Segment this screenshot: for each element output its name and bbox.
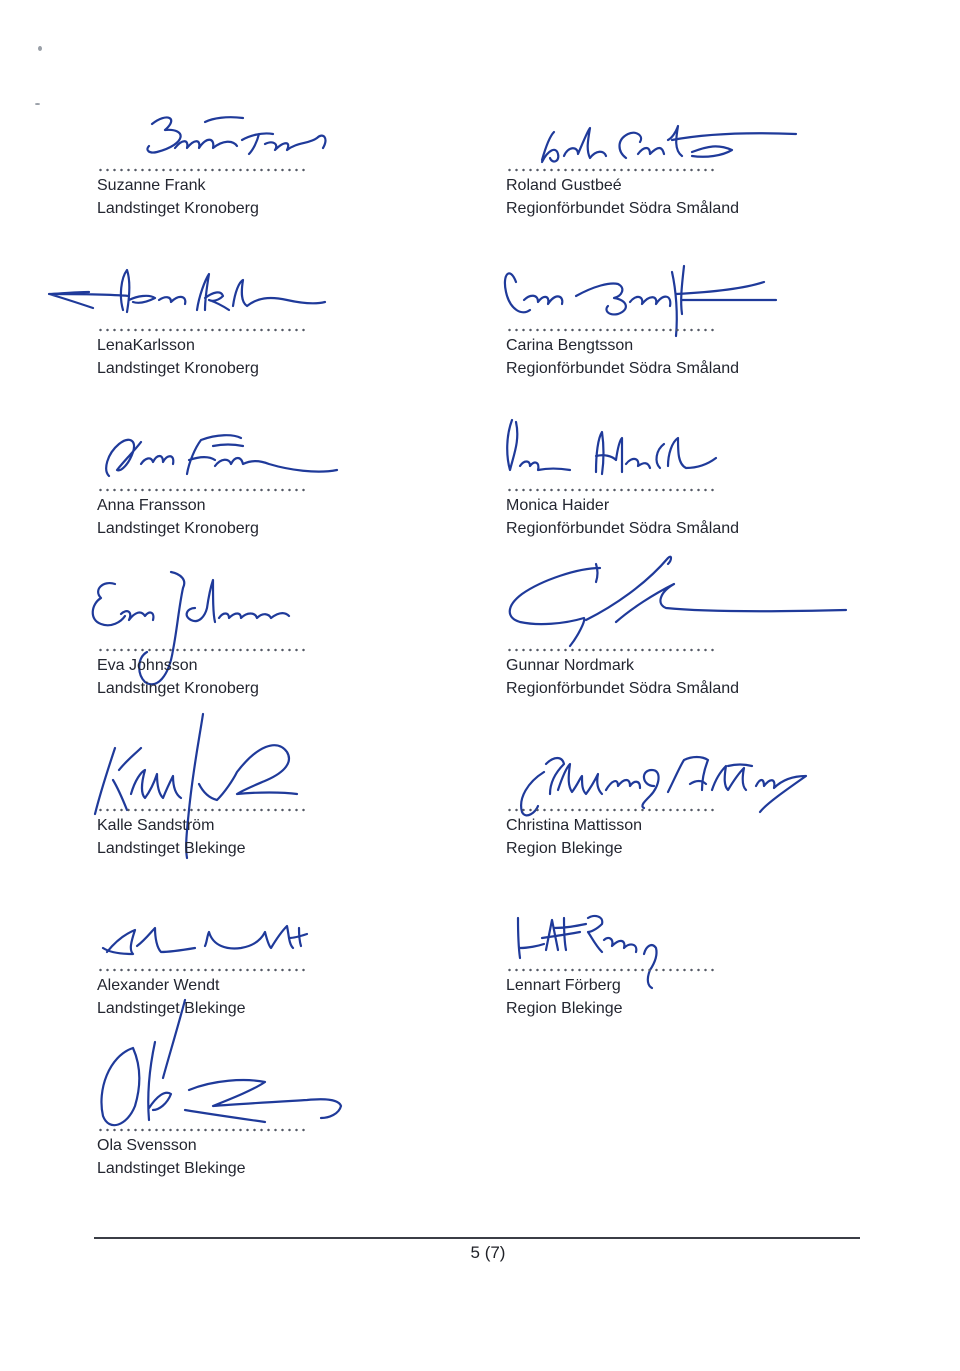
signature-line	[97, 968, 309, 972]
signature-block	[97, 110, 457, 260]
signature-line	[506, 648, 718, 652]
signature-line	[97, 648, 309, 652]
signatory-name: Eva Johnsson	[97, 657, 198, 674]
signatory-name: Roland Gustbeé	[506, 177, 622, 194]
signatory-organization: Regionförbundet Södra Småland	[506, 200, 740, 217]
signature-block	[506, 590, 866, 740]
footer-rule	[94, 1237, 860, 1239]
signature-line	[506, 168, 718, 172]
signatory-name: Suzanne Frank	[97, 177, 206, 194]
signature-line	[506, 808, 718, 812]
signature-block	[506, 750, 866, 900]
signatory-name: LenaKarlsson	[97, 337, 195, 354]
signatory-name: Anna Fransson	[97, 497, 206, 514]
signature-line	[97, 488, 309, 492]
scan-speck	[35, 103, 40, 105]
signature-block	[97, 1070, 457, 1220]
signatory-organization: Landstinget Kronoberg	[97, 680, 259, 697]
signature-line	[506, 968, 718, 972]
signatory-organization: Landstinget Blekinge	[97, 1160, 246, 1177]
signature-line	[97, 808, 309, 812]
signature-block	[97, 430, 457, 580]
signatory-organization: Regionförbundet Södra Småland	[506, 520, 740, 537]
signatory-name: Lennart Förberg	[506, 977, 621, 994]
signatory-name: Christina Mattisson	[506, 817, 643, 834]
signature-line	[506, 328, 718, 332]
signature-block	[97, 590, 457, 740]
signature-block	[506, 270, 866, 420]
page-number: 5 (7)	[470, 1243, 506, 1262]
signatory-name: Gunnar Nordmark	[506, 657, 635, 674]
signature-line	[97, 328, 309, 332]
signatory-organization: Landstinget Kronoberg	[97, 200, 259, 217]
signature-line	[97, 168, 309, 172]
scan-speck	[38, 46, 42, 51]
signatory-organization: Regionförbundet Södra Småland	[506, 680, 740, 697]
signatory-organization: Region Blekinge	[506, 1000, 623, 1017]
signature-block	[97, 270, 457, 420]
signatory-name: Kalle Sandström	[97, 817, 215, 834]
signature-block	[506, 910, 866, 1060]
signature-block	[506, 110, 866, 260]
signatory-organization: Landstinget Blekinge	[97, 840, 246, 857]
signatory-name: Monica Haider	[506, 497, 610, 514]
signatory-organization: Landstinget Kronoberg	[97, 360, 259, 377]
signature-line	[97, 1128, 309, 1132]
signature-block	[97, 750, 457, 900]
signatory-organization: Landstinget Blekinge	[97, 1000, 246, 1017]
signatory-name: Alexander Wendt	[97, 977, 220, 994]
signature-block	[506, 430, 866, 580]
signatory-name: Carina Bengtsson	[506, 337, 634, 354]
signatory-organization: Regionförbundet Södra Småland	[506, 360, 740, 377]
signatory-organization: Landstinget Kronoberg	[97, 520, 259, 537]
signatory-organization: Region Blekinge	[506, 840, 623, 857]
signature-line	[506, 488, 718, 492]
signatory-name: Ola Svensson	[97, 1137, 197, 1154]
signature-block	[97, 910, 457, 1060]
